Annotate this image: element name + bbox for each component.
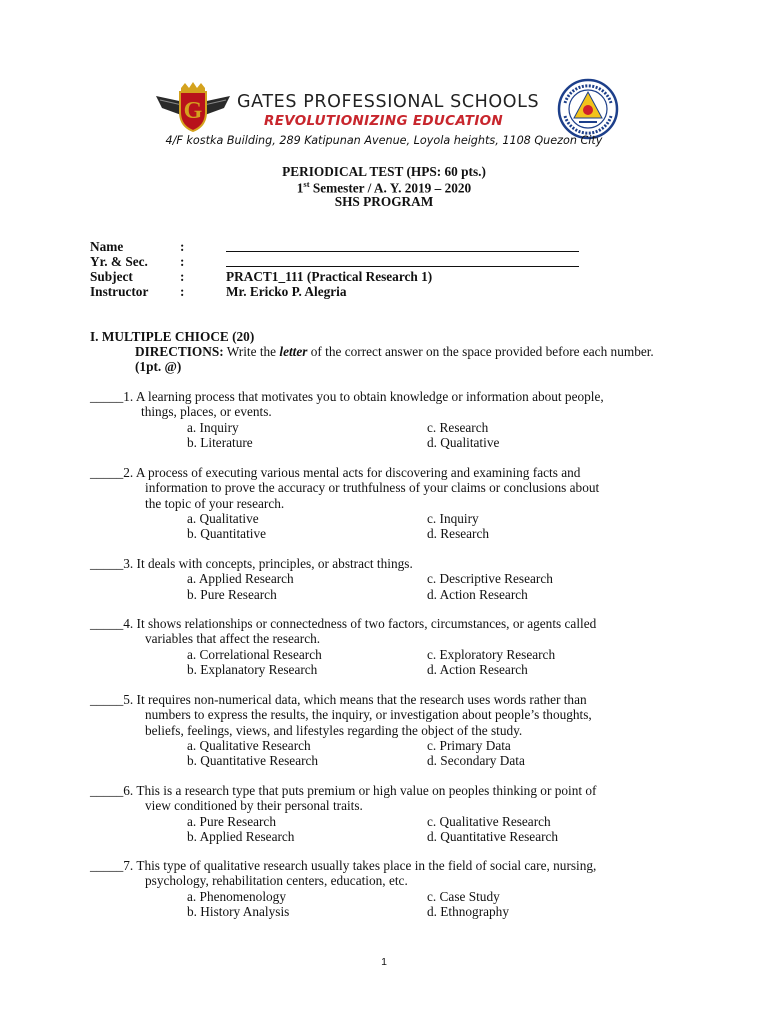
question-text: It shows relationships or connectedness of two factors, circumstances, or agents called <box>133 616 597 631</box>
option-a: a. Pure Research <box>187 813 276 829</box>
test-title: PERIODICAL TEST (HPS: 60 pts.) <box>282 164 486 179</box>
question-text: It deals with concepts, principles, or abstract things. <box>133 556 413 571</box>
option-c: c. Descriptive Research <box>427 571 553 587</box>
question-number: 7. <box>123 858 134 873</box>
option-d: d. Action Research <box>427 661 528 677</box>
answer-blank[interactable]: _____ <box>90 389 124 404</box>
logo-letter: G <box>183 98 203 124</box>
option-c: c. Inquiry <box>427 510 479 526</box>
question-text-continued: things, places, or events. <box>141 404 272 420</box>
name-label: Name <box>90 239 124 254</box>
option-d: d. Qualitative <box>427 434 500 450</box>
option-d: d. Research <box>427 526 490 542</box>
question-text: This is a research type that puts premium or high value on peoples thinking or point of <box>133 783 597 798</box>
option-a: a. Applied Research <box>187 571 294 587</box>
section-colon: : <box>180 254 185 269</box>
page-number: 1 <box>381 956 387 968</box>
question-text: A process of executing various mental acts for discovering and examining facts and <box>133 465 581 480</box>
instructor-colon: : <box>180 284 185 299</box>
question-text-continued: the topic of your research. <box>145 495 285 511</box>
question-2 <box>90 465 690 511</box>
question-text: This type of qualitative research usually takes place in the field of social care, nursing, <box>133 858 597 873</box>
answer-blank[interactable]: _____ <box>90 465 124 480</box>
question-number: 3. <box>123 556 134 571</box>
question-text: It requires non-numerical data, which means that the research uses words rather than <box>133 692 587 707</box>
subject-label: Subject <box>90 269 133 284</box>
section-label: Yr. & Sec. <box>90 254 148 269</box>
school-name: GATES PROFESSIONAL SCHOOLS <box>237 92 540 112</box>
option-b: b. Applied Research <box>187 828 295 844</box>
option-b: b. Literature <box>187 434 253 450</box>
instructor-value: Mr. Ericko P. Alegria <box>226 284 347 299</box>
option-d: d. Quantitative Research <box>427 828 559 844</box>
question-6 <box>90 783 690 814</box>
question-number: 6. <box>123 783 134 798</box>
instructor-label: Instructor <box>90 284 149 299</box>
question-text-continued: view conditioned by their personal traits. <box>145 798 363 814</box>
option-c: c. Primary Data <box>427 737 511 753</box>
semester-line: 1st Semester / A. Y. 2019 – 2020 <box>296 179 472 196</box>
name-colon: : <box>180 239 185 254</box>
question-number: 4. <box>123 616 134 631</box>
subject-colon: : <box>180 269 185 284</box>
option-d: d. Ethnography <box>427 903 509 919</box>
option-d: d. Action Research <box>427 586 528 602</box>
question-number: 1. <box>123 389 134 404</box>
school-address: 4/F kostka Building, 289 Katipunan Avenue, Loyola heights, 1108 Quezon City <box>165 134 603 147</box>
name-field[interactable] <box>226 241 579 252</box>
school-tagline: REVOLUTIONIZING EDUCATION <box>264 113 504 129</box>
section-heading: I. MULTIPLE CHIOCE (20) <box>90 329 255 344</box>
section-field[interactable] <box>226 256 579 267</box>
question-text-continued: beliefs, feelings, views, and lifestyles regarding the object of the study. <box>145 722 523 738</box>
question-number: 5. <box>123 692 134 707</box>
answer-blank[interactable]: _____ <box>90 783 124 798</box>
directions: DIRECTIONS: Write the letter of the correct answer on the space provided before each number. (1pt. @) <box>135 344 654 375</box>
option-b: b. History Analysis <box>187 903 290 919</box>
question-text-continued: numbers to express the results, the inquiry, or investigation about people’s thoughts, <box>145 707 592 723</box>
question-number: 2. <box>123 465 134 480</box>
question-text-continued: psychology, rehabilitation centers, education, etc. <box>145 873 408 889</box>
answer-blank[interactable]: _____ <box>90 858 124 873</box>
school-crest-logo <box>154 82 232 132</box>
option-b: b. Pure Research <box>187 586 277 602</box>
question-4 <box>90 616 690 647</box>
option-a: a. Correlational Research <box>187 646 322 662</box>
program-line: SHS PROGRAM <box>334 194 434 209</box>
answer-blank[interactable]: _____ <box>90 692 124 707</box>
question-text: A learning process that motivates you to obtain knowledge or information about people, <box>133 389 604 404</box>
option-c: c. Qualitative Research <box>427 813 551 829</box>
question-3 <box>90 556 690 571</box>
option-c: c. Research <box>427 419 489 435</box>
question-text-continued: information to prove the accuracy or truthfulness of your claims or conclusions about <box>145 480 600 496</box>
option-a: a. Phenomenology <box>187 888 286 904</box>
option-b: b. Quantitative <box>187 526 267 542</box>
deped-seal-logo <box>557 78 619 140</box>
question-text-continued: variables that affect the research. <box>145 631 321 647</box>
question-1 <box>90 389 690 420</box>
option-a: a. Qualitative Research <box>187 737 311 753</box>
option-c: c. Exploratory Research <box>427 646 556 662</box>
option-b: b. Explanatory Research <box>187 661 318 677</box>
option-c: c. Case Study <box>427 888 500 904</box>
answer-blank[interactable]: _____ <box>90 616 124 631</box>
option-a: a. Qualitative <box>187 510 259 526</box>
option-b: b. Quantitative Research <box>187 753 319 769</box>
question-7 <box>90 858 690 889</box>
question-5 <box>90 692 690 738</box>
subject-value: PRACT1_111 (Practical Research 1) <box>226 269 433 284</box>
option-d: d. Secondary Data <box>427 753 525 769</box>
answer-blank[interactable]: _____ <box>90 556 124 571</box>
option-a: a. Inquiry <box>187 419 239 435</box>
